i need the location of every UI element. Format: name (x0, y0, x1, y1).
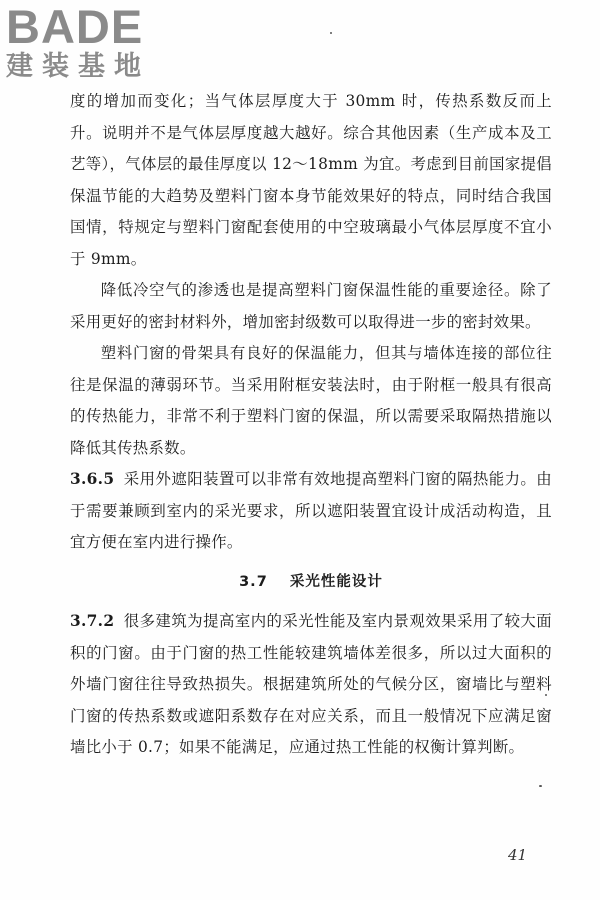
watermark-logo (6, 0, 176, 82)
logo-mark: BADE (6, 0, 144, 53)
scan-speck (539, 785, 542, 787)
paragraph-continued: 度的增加而变化；当气体层厚度大于 30mm 时，传热系数反而上升。说明并不是气体层厚度越大越好。综合其他因素（生产成本及工艺等），气体层的最佳厚度以 12～18mm 为宜。考虑到目前国家提倡保温节能的大趋势及塑料门窗本身节能效果好的特点，同时结合我国国情，特规定与塑料门窗配套使用的中空玻璃最小气体层厚度不宜小于 9mm。 (70, 92, 552, 268)
body-text (70, 86, 552, 764)
section-heading (70, 559, 552, 607)
logo-subtitle: 建装基地 (6, 51, 150, 82)
scan-speck (330, 32, 332, 34)
clause-number: 3.6.5 (70, 470, 115, 488)
scan-speck (545, 694, 547, 696)
clause-text: 很多建筑为提高室内的采光性能及室内景观效果采用了较大面积的门窗。由于门窗的热工性能较建筑墙体差很多，所以过大面积的外墙门窗往往导致热损失。根据建筑所处的气候分区，窗墙比与塑料门窗的传热系数或遮阳系数存在对应关系，而且一般情况下应满足窗墙比小于 0.7；如果不能满足，应通过热工性能的权衡计算判断。 (70, 612, 552, 756)
section-title: 采光性能设计 (289, 573, 383, 590)
page-number: 41 (508, 846, 528, 864)
paragraph-air-infiltration: 降低冷空气的渗透也是提高塑料门窗保温性能的重要途径。除了采用更好的密封材料外，增加密封级数可以取得进一步的密封效果。 (70, 281, 552, 331)
clause-3-7-2 (70, 606, 552, 764)
clause-3-6-5 (70, 464, 552, 559)
clause-number: 3.7.2 (70, 612, 115, 630)
clause-text: 采用外遮阳装置可以非常有效地提高塑料门窗的隔热能力。由于需要兼顾到室内的采光要求，所以遮阳装置宜设计成活动构造，且宜方便在室内进行操作。 (70, 470, 552, 551)
section-number: 3.7 (239, 573, 268, 590)
paragraph-frame-insulation: 塑料门窗的骨架具有良好的保温能力，但其与墙体连接的部位往往是保温的薄弱环节。当采用附框安装法时，由于附框一般具有很高的传热能力，非常不利于塑料门窗的保温，所以需要采取隔热措施以降低其传热系数。 (70, 344, 552, 457)
